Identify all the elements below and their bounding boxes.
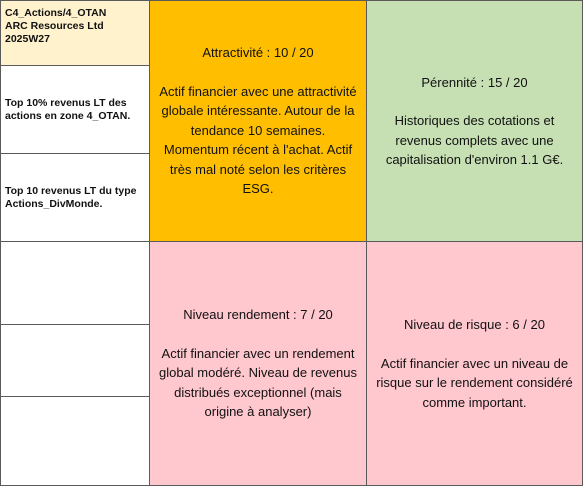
rendement-title: Niveau rendement : 7 / 20 xyxy=(183,307,333,323)
rank-type-cell xyxy=(0,153,150,242)
asset-category: C4_Actions/4_OTAN xyxy=(5,7,107,19)
perennite-text: Historiques des cotations et revenus complets avec une capitalisation d'environ 1.1 G€. xyxy=(385,113,564,167)
attractivite-title: Attractivité : 10 / 20 xyxy=(202,45,314,61)
rendement-panel xyxy=(149,241,367,486)
rendement-text: Actif financier avec un rendement global modéré. Niveau de revenus distribués exceptionnel (mais origine à analyser) xyxy=(158,345,357,420)
perennite-title: Pérennité : 15 / 20 xyxy=(421,74,528,90)
perennite-panel xyxy=(366,0,583,242)
attractivite-text: Actif financier avec une attractivité globale intéressante. Autour de la tendance 10 semaines. Momentum récent à l'achat. Actif très mal noté selon les critères ESG. xyxy=(159,83,357,197)
empty-cell-3 xyxy=(0,396,150,486)
empty-cell-2 xyxy=(0,324,150,397)
asset-info-cell xyxy=(0,0,150,66)
rank-zone-label: Top 10% revenus LT des actions en zone 4_OTAN. xyxy=(5,96,131,122)
risque-title: Niveau de risque : 6 / 20 xyxy=(404,317,545,332)
asset-week: 2025W27 xyxy=(5,33,50,45)
empty-cell-1 xyxy=(0,241,150,325)
rank-type-label: Top 10 revenus LT du type Actions_DivMonde. xyxy=(5,184,137,210)
attractivite-panel xyxy=(149,0,367,242)
risque-panel xyxy=(366,241,583,486)
rank-zone-cell xyxy=(0,65,150,154)
risque-text: Actif financier avec un niveau de risque sur le rendement considéré comme important. xyxy=(376,355,573,410)
asset-name: ARC Resources Ltd xyxy=(5,20,104,32)
